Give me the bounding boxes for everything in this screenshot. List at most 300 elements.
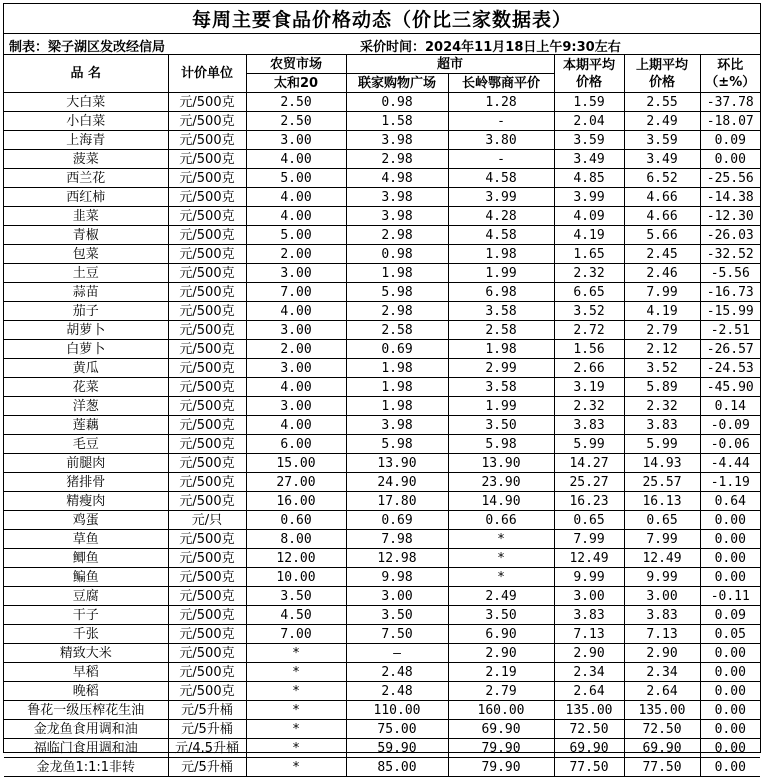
super-a-price: 0.98 bbox=[346, 93, 448, 112]
meta-row bbox=[4, 34, 760, 55]
this-avg-price: 2.32 bbox=[554, 397, 624, 416]
item-name: 鲫鱼 bbox=[4, 549, 168, 568]
this-avg-price: 4.19 bbox=[554, 226, 624, 245]
header-market-sub: 太和20 bbox=[246, 74, 346, 93]
last-avg-price: 2.64 bbox=[624, 682, 700, 701]
this-avg-price: 3.19 bbox=[554, 378, 624, 397]
super-b-price: 2.79 bbox=[448, 682, 554, 701]
collect-time-label: 采价时间：2024年11月18日上午9:30左右 bbox=[360, 40, 621, 55]
change-percent: 0.64 bbox=[700, 492, 760, 511]
market-price: 5.00 bbox=[246, 169, 346, 188]
this-avg-price: 77.50 bbox=[554, 758, 624, 777]
super-a-price: 13.90 bbox=[346, 454, 448, 473]
item-unit: 元/500克 bbox=[168, 131, 246, 150]
this-avg-price: 9.99 bbox=[554, 568, 624, 587]
table-row bbox=[4, 397, 760, 416]
price-rows bbox=[4, 93, 760, 777]
table-row bbox=[4, 416, 760, 435]
market-price: 4.00 bbox=[246, 302, 346, 321]
item-unit: 元/500克 bbox=[168, 663, 246, 682]
header-change: 环比 （±%） bbox=[700, 55, 760, 93]
market-price: 27.00 bbox=[246, 473, 346, 492]
last-avg-price: 2.90 bbox=[624, 644, 700, 663]
this-avg-price: 5.99 bbox=[554, 435, 624, 454]
market-price: 10.00 bbox=[246, 568, 346, 587]
this-avg-price: 1.59 bbox=[554, 93, 624, 112]
change-percent: 0.00 bbox=[700, 758, 760, 777]
change-percent: 0.00 bbox=[700, 150, 760, 169]
super-b-price: 1.28 bbox=[448, 93, 554, 112]
super-b-price: 160.00 bbox=[448, 701, 554, 720]
item-name: 猪排骨 bbox=[4, 473, 168, 492]
item-name: 鳊鱼 bbox=[4, 568, 168, 587]
item-name: 金龙鱼1:1:1非转 bbox=[4, 758, 168, 777]
table-row bbox=[4, 150, 760, 169]
last-avg-price: 5.89 bbox=[624, 378, 700, 397]
super-a-price: 3.98 bbox=[346, 131, 448, 150]
market-price: 4.50 bbox=[246, 606, 346, 625]
item-unit: 元/5升桶 bbox=[168, 758, 246, 777]
last-avg-price: 14.93 bbox=[624, 454, 700, 473]
this-avg-price: 1.65 bbox=[554, 245, 624, 264]
super-a-price: 1.58 bbox=[346, 112, 448, 131]
super-b-price: - bbox=[448, 112, 554, 131]
last-avg-price: 5.66 bbox=[624, 226, 700, 245]
last-avg-price: 2.55 bbox=[624, 93, 700, 112]
market-price: 12.00 bbox=[246, 549, 346, 568]
item-name: 蒜苗 bbox=[4, 283, 168, 302]
item-name: 土豆 bbox=[4, 264, 168, 283]
item-unit: 元/只 bbox=[168, 511, 246, 530]
super-b-price: 4.58 bbox=[448, 226, 554, 245]
super-b-price: 4.58 bbox=[448, 169, 554, 188]
this-avg-price: 4.85 bbox=[554, 169, 624, 188]
this-avg-price: 2.32 bbox=[554, 264, 624, 283]
this-avg-price: 14.27 bbox=[554, 454, 624, 473]
table-row bbox=[4, 682, 760, 701]
super-b-price: 6.98 bbox=[448, 283, 554, 302]
super-a-price: 1.98 bbox=[346, 264, 448, 283]
super-a-price: — bbox=[346, 644, 448, 663]
this-avg-price: 12.49 bbox=[554, 549, 624, 568]
market-price: * bbox=[246, 682, 346, 701]
change-percent: -37.78 bbox=[700, 93, 760, 112]
table-row bbox=[4, 378, 760, 397]
market-price: 4.00 bbox=[246, 207, 346, 226]
this-avg-price: 7.13 bbox=[554, 625, 624, 644]
item-name: 毛豆 bbox=[4, 435, 168, 454]
last-avg-price: 9.99 bbox=[624, 568, 700, 587]
item-unit: 元/500克 bbox=[168, 340, 246, 359]
super-b-price: 1.98 bbox=[448, 340, 554, 359]
last-avg-price: 0.65 bbox=[624, 511, 700, 530]
last-avg-price: 135.00 bbox=[624, 701, 700, 720]
market-price: 0.60 bbox=[246, 511, 346, 530]
super-b-price: 2.49 bbox=[448, 587, 554, 606]
super-b-price: 79.90 bbox=[448, 758, 554, 777]
last-avg-price: 3.83 bbox=[624, 416, 700, 435]
this-avg-price: 3.00 bbox=[554, 587, 624, 606]
table-row bbox=[4, 359, 760, 378]
item-name: 前腿肉 bbox=[4, 454, 168, 473]
header-super-a: 联家购物广场 bbox=[346, 74, 448, 93]
change-percent: -26.57 bbox=[700, 340, 760, 359]
table-row bbox=[4, 492, 760, 511]
item-unit: 元/500克 bbox=[168, 549, 246, 568]
market-price: 2.00 bbox=[246, 340, 346, 359]
super-b-price: 1.98 bbox=[448, 245, 554, 264]
this-avg-price: 72.50 bbox=[554, 720, 624, 739]
item-name: 干子 bbox=[4, 606, 168, 625]
last-avg-price: 4.19 bbox=[624, 302, 700, 321]
header-last-avg: 上期平均 价格 bbox=[624, 55, 700, 93]
super-a-price: 4.98 bbox=[346, 169, 448, 188]
this-avg-price: 6.65 bbox=[554, 283, 624, 302]
market-price: 3.00 bbox=[246, 359, 346, 378]
item-name: 早稻 bbox=[4, 663, 168, 682]
super-a-price: 1.98 bbox=[346, 378, 448, 397]
super-a-price: 5.98 bbox=[346, 435, 448, 454]
market-price: 3.00 bbox=[246, 321, 346, 340]
super-a-price: 3.00 bbox=[346, 587, 448, 606]
market-price: 3.00 bbox=[246, 264, 346, 283]
super-b-price: * bbox=[448, 530, 554, 549]
item-name: 韭菜 bbox=[4, 207, 168, 226]
table-row bbox=[4, 169, 760, 188]
item-unit: 元/500克 bbox=[168, 207, 246, 226]
item-name: 精瘦肉 bbox=[4, 492, 168, 511]
item-unit: 元/500克 bbox=[168, 682, 246, 701]
super-a-price: 3.50 bbox=[346, 606, 448, 625]
item-name: 千张 bbox=[4, 625, 168, 644]
last-avg-price: 2.12 bbox=[624, 340, 700, 359]
last-avg-price: 5.99 bbox=[624, 435, 700, 454]
market-price: 3.00 bbox=[246, 131, 346, 150]
item-unit: 元/500克 bbox=[168, 264, 246, 283]
table-row bbox=[4, 644, 760, 663]
item-unit: 元/500克 bbox=[168, 397, 246, 416]
super-b-price: 79.90 bbox=[448, 739, 554, 758]
last-avg-price: 3.00 bbox=[624, 587, 700, 606]
table-row bbox=[4, 625, 760, 644]
super-b-price: 2.19 bbox=[448, 663, 554, 682]
change-percent: -1.19 bbox=[700, 473, 760, 492]
super-a-price: 2.98 bbox=[346, 150, 448, 169]
item-unit: 元/500克 bbox=[168, 492, 246, 511]
super-a-price: 110.00 bbox=[346, 701, 448, 720]
change-percent: -4.44 bbox=[700, 454, 760, 473]
change-percent: -0.06 bbox=[700, 435, 760, 454]
table-row bbox=[4, 264, 760, 283]
item-unit: 元/500克 bbox=[168, 606, 246, 625]
this-avg-price: 25.27 bbox=[554, 473, 624, 492]
super-a-price: 2.98 bbox=[346, 302, 448, 321]
change-percent: 0.00 bbox=[700, 568, 760, 587]
super-a-price: 12.98 bbox=[346, 549, 448, 568]
table-row bbox=[4, 663, 760, 682]
super-b-price: 1.99 bbox=[448, 264, 554, 283]
table-row bbox=[4, 207, 760, 226]
this-avg-price: 3.52 bbox=[554, 302, 624, 321]
super-b-price: 3.50 bbox=[448, 416, 554, 435]
table-row bbox=[4, 188, 760, 207]
super-b-price: 1.99 bbox=[448, 397, 554, 416]
change-percent: -14.38 bbox=[700, 188, 760, 207]
price-table bbox=[4, 55, 760, 777]
last-avg-price: 7.99 bbox=[624, 283, 700, 302]
super-a-price: 2.58 bbox=[346, 321, 448, 340]
last-avg-price: 3.52 bbox=[624, 359, 700, 378]
this-avg-price: 2.72 bbox=[554, 321, 624, 340]
item-name: 福临门食用调和油 bbox=[4, 739, 168, 758]
market-price: 2.50 bbox=[246, 112, 346, 131]
item-unit: 元/500克 bbox=[168, 150, 246, 169]
change-percent: 0.00 bbox=[700, 720, 760, 739]
item-name: 莲藕 bbox=[4, 416, 168, 435]
super-a-price: 2.48 bbox=[346, 682, 448, 701]
last-avg-price: 7.99 bbox=[624, 530, 700, 549]
item-unit: 元/500克 bbox=[168, 625, 246, 644]
change-percent: -24.53 bbox=[700, 359, 760, 378]
change-percent: 0.00 bbox=[700, 663, 760, 682]
price-sheet bbox=[3, 3, 761, 775]
item-name: 包菜 bbox=[4, 245, 168, 264]
item-name: 胡萝卜 bbox=[4, 321, 168, 340]
item-name: 菠菜 bbox=[4, 150, 168, 169]
super-a-price: 3.98 bbox=[346, 188, 448, 207]
item-unit: 元/500克 bbox=[168, 245, 246, 264]
item-name: 小白菜 bbox=[4, 112, 168, 131]
super-b-price: 6.90 bbox=[448, 625, 554, 644]
item-name: 西兰花 bbox=[4, 169, 168, 188]
last-avg-price: 2.46 bbox=[624, 264, 700, 283]
item-name: 上海青 bbox=[4, 131, 168, 150]
super-b-price: 69.90 bbox=[448, 720, 554, 739]
super-b-price: 4.28 bbox=[448, 207, 554, 226]
change-percent: -12.30 bbox=[700, 207, 760, 226]
item-name: 草鱼 bbox=[4, 530, 168, 549]
market-price: * bbox=[246, 739, 346, 758]
super-a-price: 7.98 bbox=[346, 530, 448, 549]
item-unit: 元/500克 bbox=[168, 93, 246, 112]
super-b-price: 3.58 bbox=[448, 378, 554, 397]
this-avg-price: 1.56 bbox=[554, 340, 624, 359]
change-percent: 0.00 bbox=[700, 701, 760, 720]
header-name: 品 名 bbox=[4, 55, 168, 93]
change-percent: 0.09 bbox=[700, 606, 760, 625]
header-super-b: 长岭鄂商平价 bbox=[448, 74, 554, 93]
item-name: 白萝卜 bbox=[4, 340, 168, 359]
market-price: 3.50 bbox=[246, 587, 346, 606]
change-percent: -2.51 bbox=[700, 321, 760, 340]
item-unit: 元/500克 bbox=[168, 321, 246, 340]
this-avg-price: 2.04 bbox=[554, 112, 624, 131]
change-percent: 0.00 bbox=[700, 549, 760, 568]
super-b-price: 23.90 bbox=[448, 473, 554, 492]
last-avg-price: 2.79 bbox=[624, 321, 700, 340]
item-name: 黄瓜 bbox=[4, 359, 168, 378]
market-price: 8.00 bbox=[246, 530, 346, 549]
table-row bbox=[4, 511, 760, 530]
this-avg-price: 135.00 bbox=[554, 701, 624, 720]
market-price: 4.00 bbox=[246, 150, 346, 169]
market-price: 16.00 bbox=[246, 492, 346, 511]
last-avg-price: 2.49 bbox=[624, 112, 700, 131]
super-a-price: 1.98 bbox=[346, 397, 448, 416]
market-price: 5.00 bbox=[246, 226, 346, 245]
item-name: 花菜 bbox=[4, 378, 168, 397]
item-unit: 元/4.5升桶 bbox=[168, 739, 246, 758]
table-row bbox=[4, 720, 760, 739]
last-avg-price: 6.52 bbox=[624, 169, 700, 188]
last-avg-price: 4.66 bbox=[624, 207, 700, 226]
item-name: 鲁花一级压榨花生油 bbox=[4, 701, 168, 720]
last-avg-price: 77.50 bbox=[624, 758, 700, 777]
change-percent: 0.00 bbox=[700, 511, 760, 530]
table-row bbox=[4, 340, 760, 359]
super-b-price: 3.99 bbox=[448, 188, 554, 207]
this-avg-price: 69.90 bbox=[554, 739, 624, 758]
item-unit: 元/500克 bbox=[168, 302, 246, 321]
change-percent: -0.11 bbox=[700, 587, 760, 606]
item-unit: 元/500克 bbox=[168, 416, 246, 435]
market-price: * bbox=[246, 720, 346, 739]
item-name: 洋葱 bbox=[4, 397, 168, 416]
this-avg-price: 3.59 bbox=[554, 131, 624, 150]
super-a-price: 3.98 bbox=[346, 207, 448, 226]
change-percent: -5.56 bbox=[700, 264, 760, 283]
table-row bbox=[4, 131, 760, 150]
item-unit: 元/500克 bbox=[168, 473, 246, 492]
table-row bbox=[4, 454, 760, 473]
header-unit: 计价单位 bbox=[168, 55, 246, 93]
last-avg-price: 3.83 bbox=[624, 606, 700, 625]
this-avg-price: 4.09 bbox=[554, 207, 624, 226]
super-a-price: 7.50 bbox=[346, 625, 448, 644]
change-percent: 0.05 bbox=[700, 625, 760, 644]
super-a-price: 59.90 bbox=[346, 739, 448, 758]
last-avg-price: 3.59 bbox=[624, 131, 700, 150]
this-avg-price: 3.49 bbox=[554, 150, 624, 169]
item-unit: 元/500克 bbox=[168, 283, 246, 302]
market-price: 7.00 bbox=[246, 283, 346, 302]
super-a-price: 9.98 bbox=[346, 568, 448, 587]
this-avg-price: 3.83 bbox=[554, 606, 624, 625]
item-unit: 元/500克 bbox=[168, 226, 246, 245]
market-price: * bbox=[246, 758, 346, 777]
super-b-price: 2.58 bbox=[448, 321, 554, 340]
item-unit: 元/500克 bbox=[168, 454, 246, 473]
item-unit: 元/500克 bbox=[168, 378, 246, 397]
last-avg-price: 12.49 bbox=[624, 549, 700, 568]
item-name: 茄子 bbox=[4, 302, 168, 321]
super-a-price: 17.80 bbox=[346, 492, 448, 511]
item-name: 西红柿 bbox=[4, 188, 168, 207]
market-price: 2.00 bbox=[246, 245, 346, 264]
item-name: 鸡蛋 bbox=[4, 511, 168, 530]
super-b-price: * bbox=[448, 549, 554, 568]
last-avg-price: 2.34 bbox=[624, 663, 700, 682]
super-b-price: 3.50 bbox=[448, 606, 554, 625]
change-percent: 0.09 bbox=[700, 131, 760, 150]
table-row bbox=[4, 93, 760, 112]
market-price: 4.00 bbox=[246, 416, 346, 435]
table-row bbox=[4, 701, 760, 720]
item-unit: 元/500克 bbox=[168, 188, 246, 207]
super-b-price: 2.99 bbox=[448, 359, 554, 378]
table-row bbox=[4, 302, 760, 321]
table-row bbox=[4, 739, 760, 758]
super-b-price: 2.90 bbox=[448, 644, 554, 663]
change-percent: -45.90 bbox=[700, 378, 760, 397]
market-price: 3.00 bbox=[246, 397, 346, 416]
last-avg-price: 72.50 bbox=[624, 720, 700, 739]
market-price: * bbox=[246, 701, 346, 720]
super-b-price: 3.80 bbox=[448, 131, 554, 150]
last-avg-price: 16.13 bbox=[624, 492, 700, 511]
super-a-price: 75.00 bbox=[346, 720, 448, 739]
last-avg-price: 3.49 bbox=[624, 150, 700, 169]
table-row bbox=[4, 587, 760, 606]
this-avg-price: 2.66 bbox=[554, 359, 624, 378]
super-b-price: * bbox=[448, 568, 554, 587]
change-percent: 0.00 bbox=[700, 739, 760, 758]
change-percent: 0.00 bbox=[700, 530, 760, 549]
item-name: 青椒 bbox=[4, 226, 168, 245]
item-unit: 元/500克 bbox=[168, 568, 246, 587]
table-row bbox=[4, 226, 760, 245]
table-row bbox=[4, 758, 760, 777]
item-name: 大白菜 bbox=[4, 93, 168, 112]
table-row bbox=[4, 473, 760, 492]
item-unit: 元/5升桶 bbox=[168, 720, 246, 739]
super-a-price: 3.98 bbox=[346, 416, 448, 435]
table-row bbox=[4, 321, 760, 340]
this-avg-price: 3.83 bbox=[554, 416, 624, 435]
super-b-price: 13.90 bbox=[448, 454, 554, 473]
super-b-price: 14.90 bbox=[448, 492, 554, 511]
item-unit: 元/500克 bbox=[168, 359, 246, 378]
super-a-price: 1.98 bbox=[346, 359, 448, 378]
table-row bbox=[4, 245, 760, 264]
last-avg-price: 69.90 bbox=[624, 739, 700, 758]
item-unit: 元/500克 bbox=[168, 112, 246, 131]
item-name: 精致大米 bbox=[4, 644, 168, 663]
this-avg-price: 2.90 bbox=[554, 644, 624, 663]
last-avg-price: 2.45 bbox=[624, 245, 700, 264]
this-avg-price: 16.23 bbox=[554, 492, 624, 511]
item-unit: 元/500克 bbox=[168, 587, 246, 606]
item-name: 晚稻 bbox=[4, 682, 168, 701]
maker-label: 制表：梁子湖区发改经信局 bbox=[9, 40, 166, 55]
last-avg-price: 7.13 bbox=[624, 625, 700, 644]
table-row bbox=[4, 549, 760, 568]
item-unit: 元/500克 bbox=[168, 435, 246, 454]
market-price: 6.00 bbox=[246, 435, 346, 454]
table-row bbox=[4, 606, 760, 625]
last-avg-price: 4.66 bbox=[624, 188, 700, 207]
change-percent: -26.03 bbox=[700, 226, 760, 245]
change-percent: -15.99 bbox=[700, 302, 760, 321]
header-this-avg: 本期平均 价格 bbox=[554, 55, 624, 93]
super-a-price: 5.98 bbox=[346, 283, 448, 302]
change-percent: -0.09 bbox=[700, 416, 760, 435]
super-a-price: 2.48 bbox=[346, 663, 448, 682]
super-a-price: 0.69 bbox=[346, 511, 448, 530]
change-percent: -16.73 bbox=[700, 283, 760, 302]
super-b-price: 3.58 bbox=[448, 302, 554, 321]
super-b-price: 5.98 bbox=[448, 435, 554, 454]
